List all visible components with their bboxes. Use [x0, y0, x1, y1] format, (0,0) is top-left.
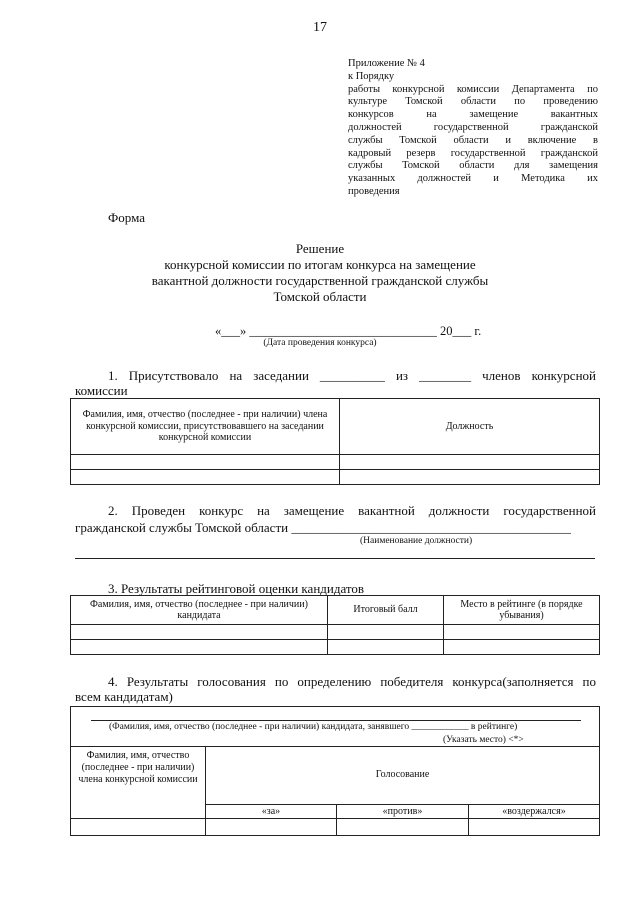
document-subtitle-line: конкурсной комиссии по итогам конкурса на замещение [164, 257, 476, 272]
vote-against-header: «против» [382, 806, 423, 817]
vote-abstain-header: «воздержался» [502, 806, 566, 817]
document-subtitle-line: вакантной должности государственной гражданской службы [151, 273, 489, 288]
attendance-header-name: Фамилия, имя, отчество (последнее - при наличии) члена конкурсной комиссии, присутствовавшего на заседании конкурсной комиссии [71, 399, 340, 455]
appendix-body-line: службы Томской области для замещения [348, 160, 598, 172]
blank-line [75, 558, 595, 559]
rating-header-place: Место в рейтинге (в порядке убывания) [444, 596, 600, 625]
document-subtitle-line: Томской области [273, 289, 367, 304]
date-field-line: «___» ______________________________ 20___ г. [215, 324, 482, 338]
table-cell[interactable] [71, 470, 340, 485]
voting-header: Голосование [375, 769, 430, 780]
document-title: Решение [295, 241, 345, 256]
table-cell[interactable] [328, 625, 444, 640]
table-cell[interactable] [444, 640, 600, 655]
rating-header-name: Фамилия, имя, отчество (последнее - при наличии) кандидата [71, 596, 328, 625]
member-header: Фамилия, имя, отчество (последнее - при наличии) члена конкурсной комиссии [78, 750, 198, 785]
section1-line2: комиссии [75, 383, 128, 398]
section2-line2: гражданской службы Томской области ___________________________________________ [75, 520, 571, 535]
section3-heading: 3. Результаты рейтинговой оценки кандидатов [108, 581, 365, 596]
appendix-last-line: проведения [348, 185, 400, 197]
position-caption: (Наименование должности) [360, 536, 473, 546]
appendix-body-line: культуре Томской области по проведению [348, 96, 598, 108]
form-label: Форма [108, 210, 145, 225]
appendix-body-line: службы Томской области и включение в [348, 134, 598, 146]
place-caption: (Указать место) <*> [443, 735, 524, 745]
appendix-line-1: Приложение № 4 [348, 58, 425, 69]
table-cell[interactable] [71, 640, 328, 655]
rating-table [70, 595, 600, 655]
attendance-header-position: Должность [340, 399, 600, 455]
candidate-caption: (Фамилия, имя, отчество (последнее - при наличии) кандидата, занявшего ____________ в рейтинге) [109, 722, 518, 732]
table-cell[interactable] [340, 455, 600, 470]
voting-block [70, 706, 600, 836]
appendix-body-line: кадровый резерв государственной гражданской [348, 147, 598, 159]
appendix-body-line: конкурсов на замещение вакантных [348, 109, 598, 121]
appendix-body-line: работы конкурсной комиссии Департамента по [348, 83, 598, 95]
vote-for-header: «за» [261, 806, 281, 817]
appendix-body-line: указанных должностей и Методика их [348, 173, 598, 185]
section4-line1: 4. Результаты голосования по определению победителя конкурса(заполняется по [108, 674, 596, 689]
appendix-body-line: должностей государственной гражданской [348, 121, 598, 133]
rating-header-score: Итоговый балл [328, 596, 444, 625]
section1-line1: 1. Присутствовало на заседании __________ из ________ членов конкурсной [108, 368, 596, 383]
table-cell[interactable] [328, 640, 444, 655]
candidate-name-line [91, 720, 581, 721]
appendix-line-2: к Порядку [348, 70, 395, 82]
attendance-table [70, 398, 600, 485]
appendix-block [348, 58, 598, 199]
section4-line2: всем кандидатам) [75, 689, 173, 704]
table-cell[interactable] [444, 625, 600, 640]
date-caption: (Дата проведения конкурса) [263, 338, 377, 348]
page-number: 17 [313, 20, 327, 35]
table-cell[interactable] [340, 470, 600, 485]
table-cell[interactable] [71, 455, 340, 470]
section2-line1: 2. Проведен конкурс на замещение вакантной должности государственной [108, 503, 596, 518]
table-cell[interactable] [71, 625, 328, 640]
